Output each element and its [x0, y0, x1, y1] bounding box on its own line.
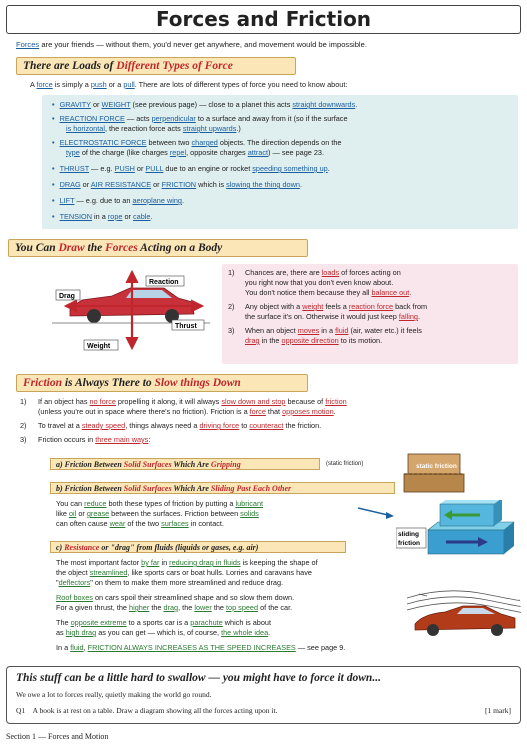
- heading-draw-forces: You Can Draw the Forces Acting on a Body: [8, 239, 308, 257]
- label-drag: Drag: [59, 293, 75, 300]
- drag-line-2: the object streamlined, like sports cars or boat hulls. Lorries and caravans have: [56, 568, 312, 577]
- point-3-num: 3): [228, 326, 235, 335]
- force-definition: A force is simply a push or a pull. There are lots of different types of force you need to know about:: [30, 80, 348, 89]
- car-wheel-front: [87, 309, 101, 323]
- question-mark: [1 mark]: [484, 706, 511, 715]
- sliding-friction-blocks: [396, 500, 518, 558]
- static-friction-label: static friction: [416, 463, 457, 470]
- friction-point-2-num: 2): [20, 421, 27, 430]
- car-forces-diagram: [52, 268, 212, 354]
- static-friction-blocks: [400, 448, 468, 496]
- heading-types-of-force: There are Loads of Different Types of Force: [16, 57, 296, 75]
- friction-point-2: To travel at a steady speed, things always need a driving force to counteract the friction.: [38, 421, 322, 430]
- section-footer: Section 1 — Forces and Motion: [6, 732, 109, 741]
- friction-point-1-line2: (unless you're out in space where there's no friction). Friction is a force that opposes motion.: [38, 407, 336, 416]
- heading-friction: Friction is Always There to Slow things Down: [16, 374, 308, 392]
- drag-line-7: as high drag as you can get — which is, of course, the whole idea.: [56, 628, 271, 637]
- point-2-line2: the surface it's on. Otherwise it would just keep falling.: [245, 312, 420, 321]
- point-1-line2: you right now that you don't even know about.: [245, 278, 394, 287]
- label-reaction: Reaction: [149, 279, 179, 286]
- question-1: Q1 A book is at rest on a table. Draw a diagram showing all the forces acting upon it. [1 mark]: [16, 706, 511, 715]
- pointer-arrow: [356, 504, 396, 520]
- bullet-lift: • LIFT — e.g. due to an aeroplane wing.: [52, 196, 184, 205]
- bullet-drag: • DRAG or AIR RESISTANCE or FRICTION which is slowing the thing down.: [52, 180, 302, 189]
- label-thrust: Thrust: [175, 323, 197, 330]
- bullet-tension: • TENSION in a rope or cable.: [52, 212, 153, 221]
- drag-line-8: In a fluid, FRICTION ALWAYS INCREASES AS THE SPEED INCREASES — see page 9.: [56, 643, 346, 652]
- sliding-label-2: friction: [398, 540, 421, 547]
- subheading-sliding: b) Friction Between Solid Surfaces Which Are Sliding Past Each Other: [50, 482, 395, 494]
- subheading-fluids: c) Resistance or "drag" from fluids (liquids or gases, e.g. air): [50, 541, 346, 553]
- bullet-reaction-cont: is horizontal, the reaction force acts straight upwards.): [66, 124, 241, 133]
- sliding-label-1: sliding: [398, 531, 419, 538]
- point-1-line3: You don't notice them because they all balance out.: [245, 288, 412, 297]
- bullet-reaction: • REACTION FORCE — acts perpendicular to a surface and away from it (so if the surface: [52, 114, 348, 123]
- lubricant-line1: You can reduce both these types of friction by putting a lubricant: [56, 499, 264, 508]
- bullet-electrostatic-cont: type of the charge (like charges repel, opposite charges attract) — see page 23.: [66, 148, 325, 157]
- drag-line-1: The most important factor by far in reducing drag in fluids is keeping the shape of: [56, 558, 318, 567]
- label-weight: Weight: [87, 343, 111, 350]
- point-3-line2: drag in the opposite direction to its motion.: [245, 336, 383, 345]
- point-2-num: 2): [228, 302, 235, 311]
- point-1-num: 1): [228, 268, 235, 277]
- page-title: Forces and Friction: [155, 7, 372, 31]
- drag-line-5: For a given thrust, the higher the drag, the lower the top speed of the car.: [56, 603, 293, 612]
- drag-line-3: "deflectors" on them to make them more streamlined and reduce drag.: [56, 578, 284, 587]
- friction-point-1-num: 1): [20, 397, 27, 406]
- footer-title: This stuff can be a little hard to swallow — you might have to force it down...: [16, 672, 381, 684]
- bullet-thrust: • THRUST — e.g. PUSH or PULL due to an engine or rocket speeding something up.: [52, 164, 330, 173]
- bullet-electrostatic: • ELECTROSTATIC FORCE between two charged objects. The direction depends on the: [52, 138, 342, 147]
- friction-point-3-num: 3): [20, 435, 27, 444]
- point-2-line1: Any object with a weight feels a reaction force back from: [245, 302, 428, 311]
- lubricant-line2: like oil or grease between the surfaces. Friction between solids: [56, 509, 259, 518]
- point-1-line1: Chances are, there are loads of forces acting on: [245, 268, 401, 277]
- subheading-gripping: a) Friction Between Solid Surfaces Which Are Gripping: [50, 458, 320, 470]
- drag-line-6: The opposite extreme to a sports car is a parachute which is about: [56, 618, 272, 627]
- point-3-line1: When an object moves in a fluid (air, water etc.) it feels: [245, 326, 422, 335]
- sports-car-airflow: [405, 584, 521, 642]
- bullet-gravity: • GRAVITY or WEIGHT (see previous page) — close to a planet this acts straight downwards.: [52, 100, 358, 109]
- intro-text: Forces are your friends — without them, you'd never get anywhere, and movement would be impossible.: [16, 40, 367, 49]
- friction-point-1-line1: If an object has no force propelling it along, it will always slow down and stop because of friction: [38, 397, 347, 406]
- page-title-bar: [6, 5, 521, 34]
- lubricant-line3: can often cause wear of the two surfaces in contact.: [56, 519, 224, 528]
- friction-point-3: Friction occurs in three main ways:: [38, 435, 151, 444]
- drag-line-4: Roof boxes on cars spoil their streamlined shape and so slow them down.: [56, 593, 295, 602]
- static-friction-note: (static friction): [326, 461, 364, 467]
- footer-subtitle: We owe a lot to forces really, quietly making the world go round.: [16, 690, 212, 699]
